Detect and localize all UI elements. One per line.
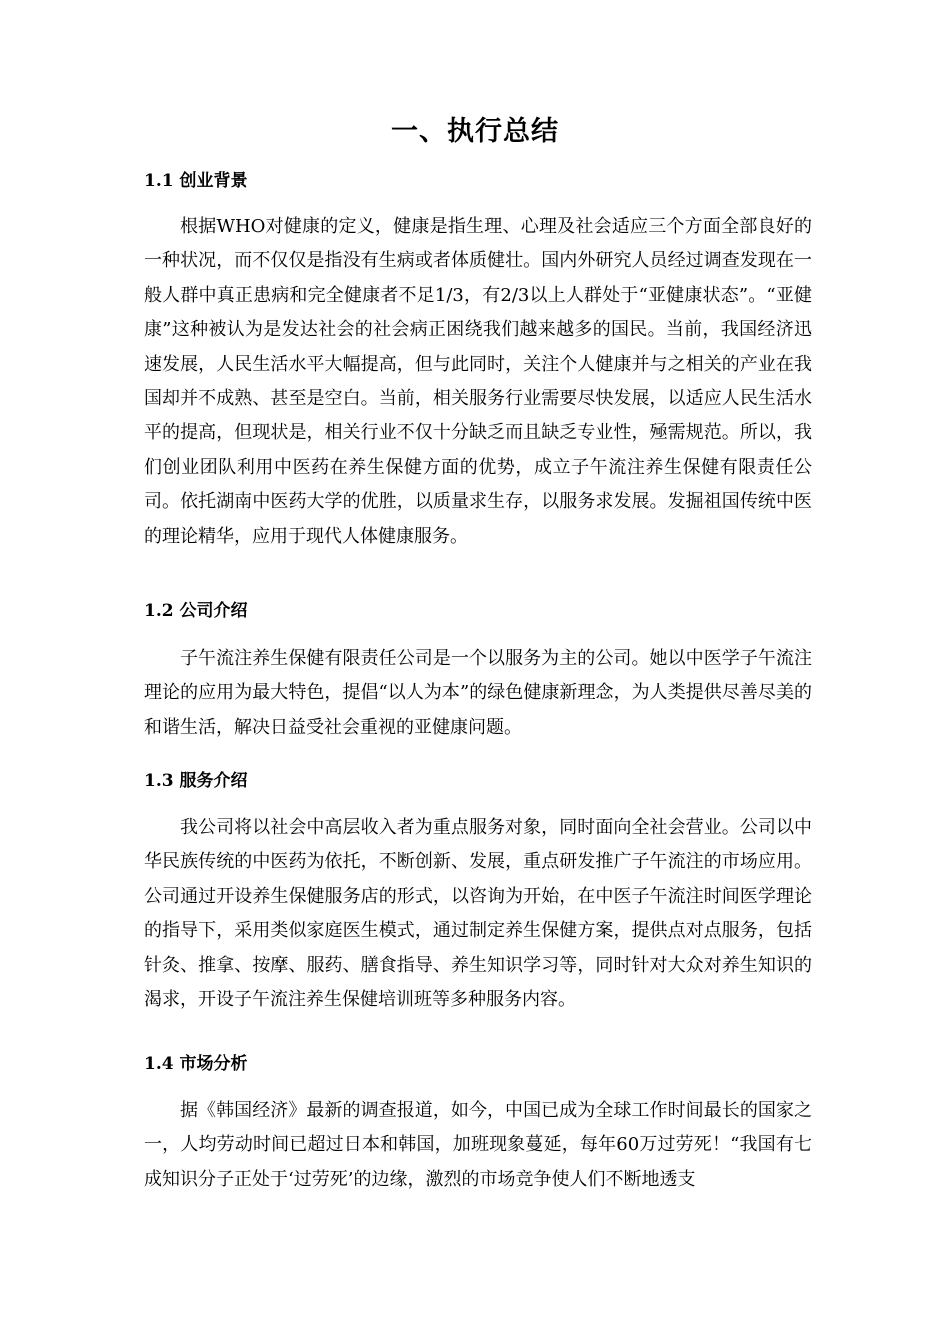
section-heading-background: 1.1 创业背景: [144, 171, 248, 191]
section-heading-market: 1.4 市场分析: [144, 1054, 248, 1074]
section-paragraph-background: 根据WHO对健康的定义，健康是指生理、心理及社会适应三个方面全部良好的一种状况，而不仅仅是指没有生病或者体质健壮。国内外研究人员经过调查发现在一般人群中真正患病和完全健康者不足1/3，有2/3以上人群处于“亚健康状态”。“亚健康”这种被认为是发达社会的社会病正困绕我们越来越多的国民。当前，我国经济迅速发展，人民生活水平大幅提高，但与此同时，关注个人健康并与之相关的产业在我国却并不成熟、甚至是空白。当前，相关服务行业需要尽快发展，以适应人民生活水平的提高，但现状是，相关行业不仅十分缺乏而且缺乏专业性，殛需规范。所以，我们创业团队利用中医药在养生保健方面的优势，成立子午流注养生保健有限责任公司。依托湖南中医药大学的优胜，以质量求生存，以服务求发展。发掘祖国传统中医的理论精华，应用于现代人体健康服务。: [144, 216, 812, 547]
section-heading-services: 1.3 服务介绍: [144, 771, 248, 791]
section-paragraph-company: 子午流注养生保健有限责任公司是一个以服务为主的公司。她以中医学子午流注理论的应用为最大特色，提倡“以人为本”的绿色健康新理念，为人类提供尽善尽美的和谐生活，解决日益受社会重视的亚健康问题。: [144, 648, 812, 738]
section-paragraph-market: 据《韩国经济》最新的调查报道，如今，中国已成为全球工作时间最长的国家之一，人均劳动时间已超过日本和韩国，加班现象蔓延，每年60万过劳死！“我国有七成知识分子正处于‘过劳死’的边缘，激烈的市场竞争使人们不断地透支: [144, 1100, 812, 1190]
section-heading-company: 1.2 公司介绍: [144, 601, 248, 621]
section-paragraph-services: 我公司将以社会中高层收入者为重点服务对象，同时面向全社会营业。公司以中华民族传统的中医药为依托，不断创新、发展，重点研发推广子午流注的市场应用。公司通过开设养生保健服务店的形式，以咨询为开始，在中医子午流注时间医学理论的指导下，采用类似家庭医生模式，通过制定养生保健方案，提供点对点服务，包括针灸、推拿、按摩、服药、膳食指导、养生知识学习等，同时针对大众对养生知识的渴求，开设子午流注养生保健培训班等多种服务内容。: [144, 817, 812, 1011]
page-title: 一、执行总结: [391, 116, 559, 147]
